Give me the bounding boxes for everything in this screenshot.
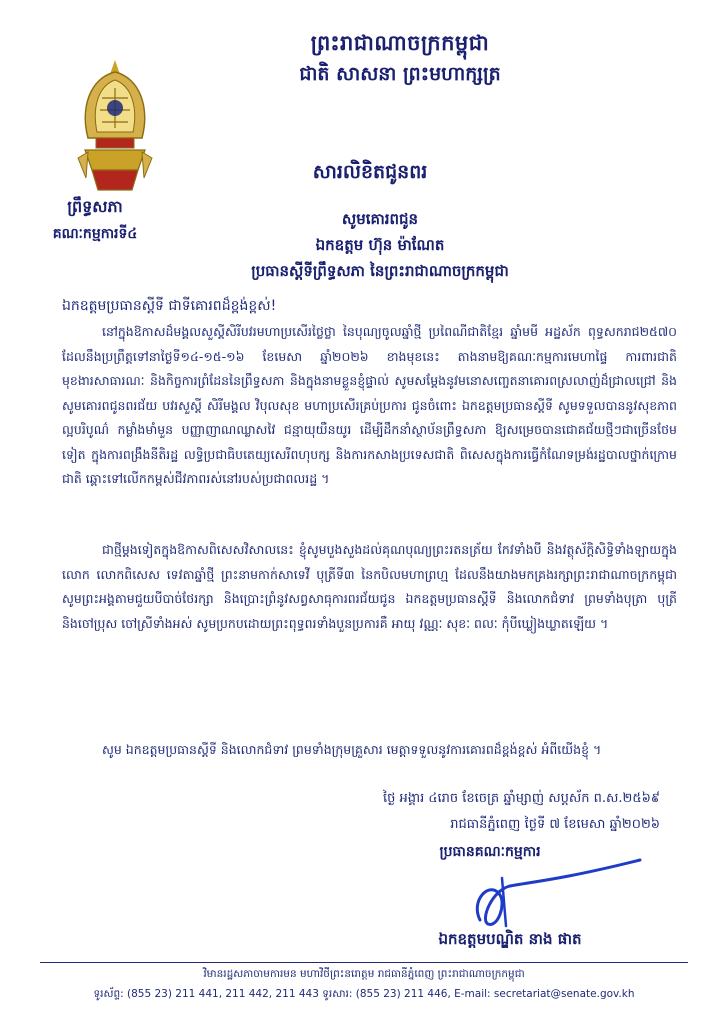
signer-title: ប្រធានគណៈកម្មការ bbox=[439, 844, 541, 860]
footer-address: វិមានរដ្ឋសភាចាមការមន មហាវិថីព្រះនរោត្តម រាជធានីភ្នំពេញ ព្រះរាជាណាចក្រកម្ពុជា bbox=[203, 968, 525, 980]
body-paragraph-2: ជាថ្មីម្ដងទៀតក្នុងឱកាសពិសេសវិសាលនេះ ខ្ញុំសូមបួងសួងដល់គុណបុណ្យព្រះរតនត្រ័យ កែវទាំងបី និងវត្ថុស័ក្ដិសិទ្ធិទាំងឡាយក្នុងលោក លោកពិសេស ទេវតាឆ្នាំថ្មី ព្រះនាមកាក់សាទេវី បុត្រីទី៣ នៃកបិលមហាព្រហ្ម ដែលនឹងយាងមកគ្រងរក្សាព្រះរាជាណាចក្រកម្ពុជា សូមព្រះអង្គតាមជួយបីបាច់ថែរក្សា និងប្រោះព្រំនូវសព្វសាធុការពរជ័យជូន ឯកឧត្តមប្រធានស្ដីទី និងលោកជំទាវ ព្រមទាំងបុត្រា បុត្រី និងចៅប្រុស ចៅស្រីទាំងអស់ សូមប្រកបដោយព្រះពុទ្ធពរទាំងបួនប្រការគឺ អាយុ វណ្ណៈ សុខៈ ពលៈ កុំបីឃ្លៀងឃ្លាតឡើយ ។ bbox=[62, 542, 677, 631]
recipient-title: ប្រធានស្ដីទីព្រឹទ្ធសភា នៃព្រះរាជាណាចក្រកម្ពុជា bbox=[251, 262, 509, 280]
salutation: ឯកឧត្តមប្រធានស្ដីទី ជាទីគោរពដ៏ខ្ពង់ខ្ពស់! bbox=[62, 298, 277, 314]
recipient-greeting: សូមគោរពជូន bbox=[341, 210, 419, 228]
issuer-name: ព្រឹទ្ធសភា bbox=[67, 197, 123, 216]
dateline-solar: រាជធានីភ្នំពេញ ថ្ងៃទី ៧ ខែមេសា ឆ្នាំ២០២៦ bbox=[450, 817, 660, 832]
senate-emblem-icon bbox=[70, 58, 160, 198]
footer-divider bbox=[40, 962, 688, 963]
national-motto: ជាតិ សាសនា ព្រះមហាក្សត្រ bbox=[299, 63, 501, 85]
kingdom-title: ព្រះរាជាណាចក្រកម្ពុជា bbox=[310, 30, 490, 55]
signer-name: ឯកឧត្តមបណ្ឌិត នាង ផាត bbox=[438, 930, 582, 948]
body-paragraph-3: សូម ឯកឧត្តមប្រធានស្ដីទី និងលោកជំទាវ ព្រមទាំងក្រុមគ្រួសារ មេត្តាទទួលនូវការគោរពដ៏ខ្ពង់ខ្ពស់ អំពីយើងខ្ញុំ ។ bbox=[102, 742, 602, 757]
footer-contact: ទូរស័ព្ទ: (855 23) 211 441, 211 442, 211 443 ទូរសារ: (855 23) 211 446, E-mail: secretariat@senate.gov.kh bbox=[93, 988, 635, 1000]
issuer-office: គណៈកម្មការទី៤ bbox=[52, 226, 138, 242]
document-title: សារលិខិតជូនពរ bbox=[312, 161, 428, 183]
recipient-name: ឯកឧត្តម ហ៊ុន ម៉ាណែត bbox=[315, 236, 445, 254]
dateline-lunar: ថ្ងៃ អង្គារ ៤រោច ខែចេត្រ ឆ្នាំម្សាញ់ សប្តស័ក ព.ស.២៥៦៩ bbox=[382, 791, 660, 806]
handwritten-signature-icon bbox=[440, 840, 660, 940]
body-paragraph-1: នៅក្នុងឱកាសដ៏មង្គលសួស្ដីសិរីបវរមហាប្រសើរថ្លៃថ្លា នៃបុណ្យចូលឆ្នាំថ្មី ប្រពៃណីជាតិខ្មែរ ឆ្នាំមមី អដ្ឋស័ក ពុទ្ធសករាជ២៥៧០ ដែលនឹងប្រព្រឹត្តទៅនាថ្ងៃទី១៤-១៥-១៦ ខែមេសា ឆ្នាំ២០២៦ ខាងមុខនេះ តាងនាមឱ្យគណៈកម្មការមេហាផ្ទៃ ការពារជាតិ មុខងារសាធារណៈ និងកិច្ចការព្រំដែននៃព្រឹទ្ធសភា និងក្នុងនាមខ្លួនខ្ញុំផ្ទាល់ សូមសម្ដែងនូវមនោសញ្ចេតនាគោរពស្រលាញ់ដ៏ជ្រាលជ្រៅ និងសូមគោរពជូនពរជ័យ បវរសួស្ដី សិរីមង្គល វិបុលសុខ មហាប្រសើរគ្រប់ប្រការ ជូនចំពោះ ឯកឧត្តមប្រធានស្ដីទី សូមទទួលបាននូវសុខភាពល្អបរិបូណ៌ កម្លាំងមាំមួន បញ្ញាញាណឈ្លាសវៃ ជន្មាយុយឺនយូរ ដើម្បីដឹកនាំស្ថាប័នព្រឹទ្ធសភា ឱ្យសម្រេចបានជោគជ័យថ្មីៗជាច្រើនថែមទៀត ក្នុងការពង្រឹងនីតិរដ្ឋ លទ្ធិប្រជាធិបតេយ្យសេរីពហុបក្ស និងការកសាងប្រទេសជាតិ ពិសេសក្នុងការធ្វើកំណែទម្រង់រដ្ឋបាលថ្នាក់ក្រោមជាតិ ឆ្ពោះទៅលើកកម្ពស់ជីវភាពរស់នៅរបស់ប្រជាពលរដ្ឋ ។ bbox=[62, 324, 677, 486]
